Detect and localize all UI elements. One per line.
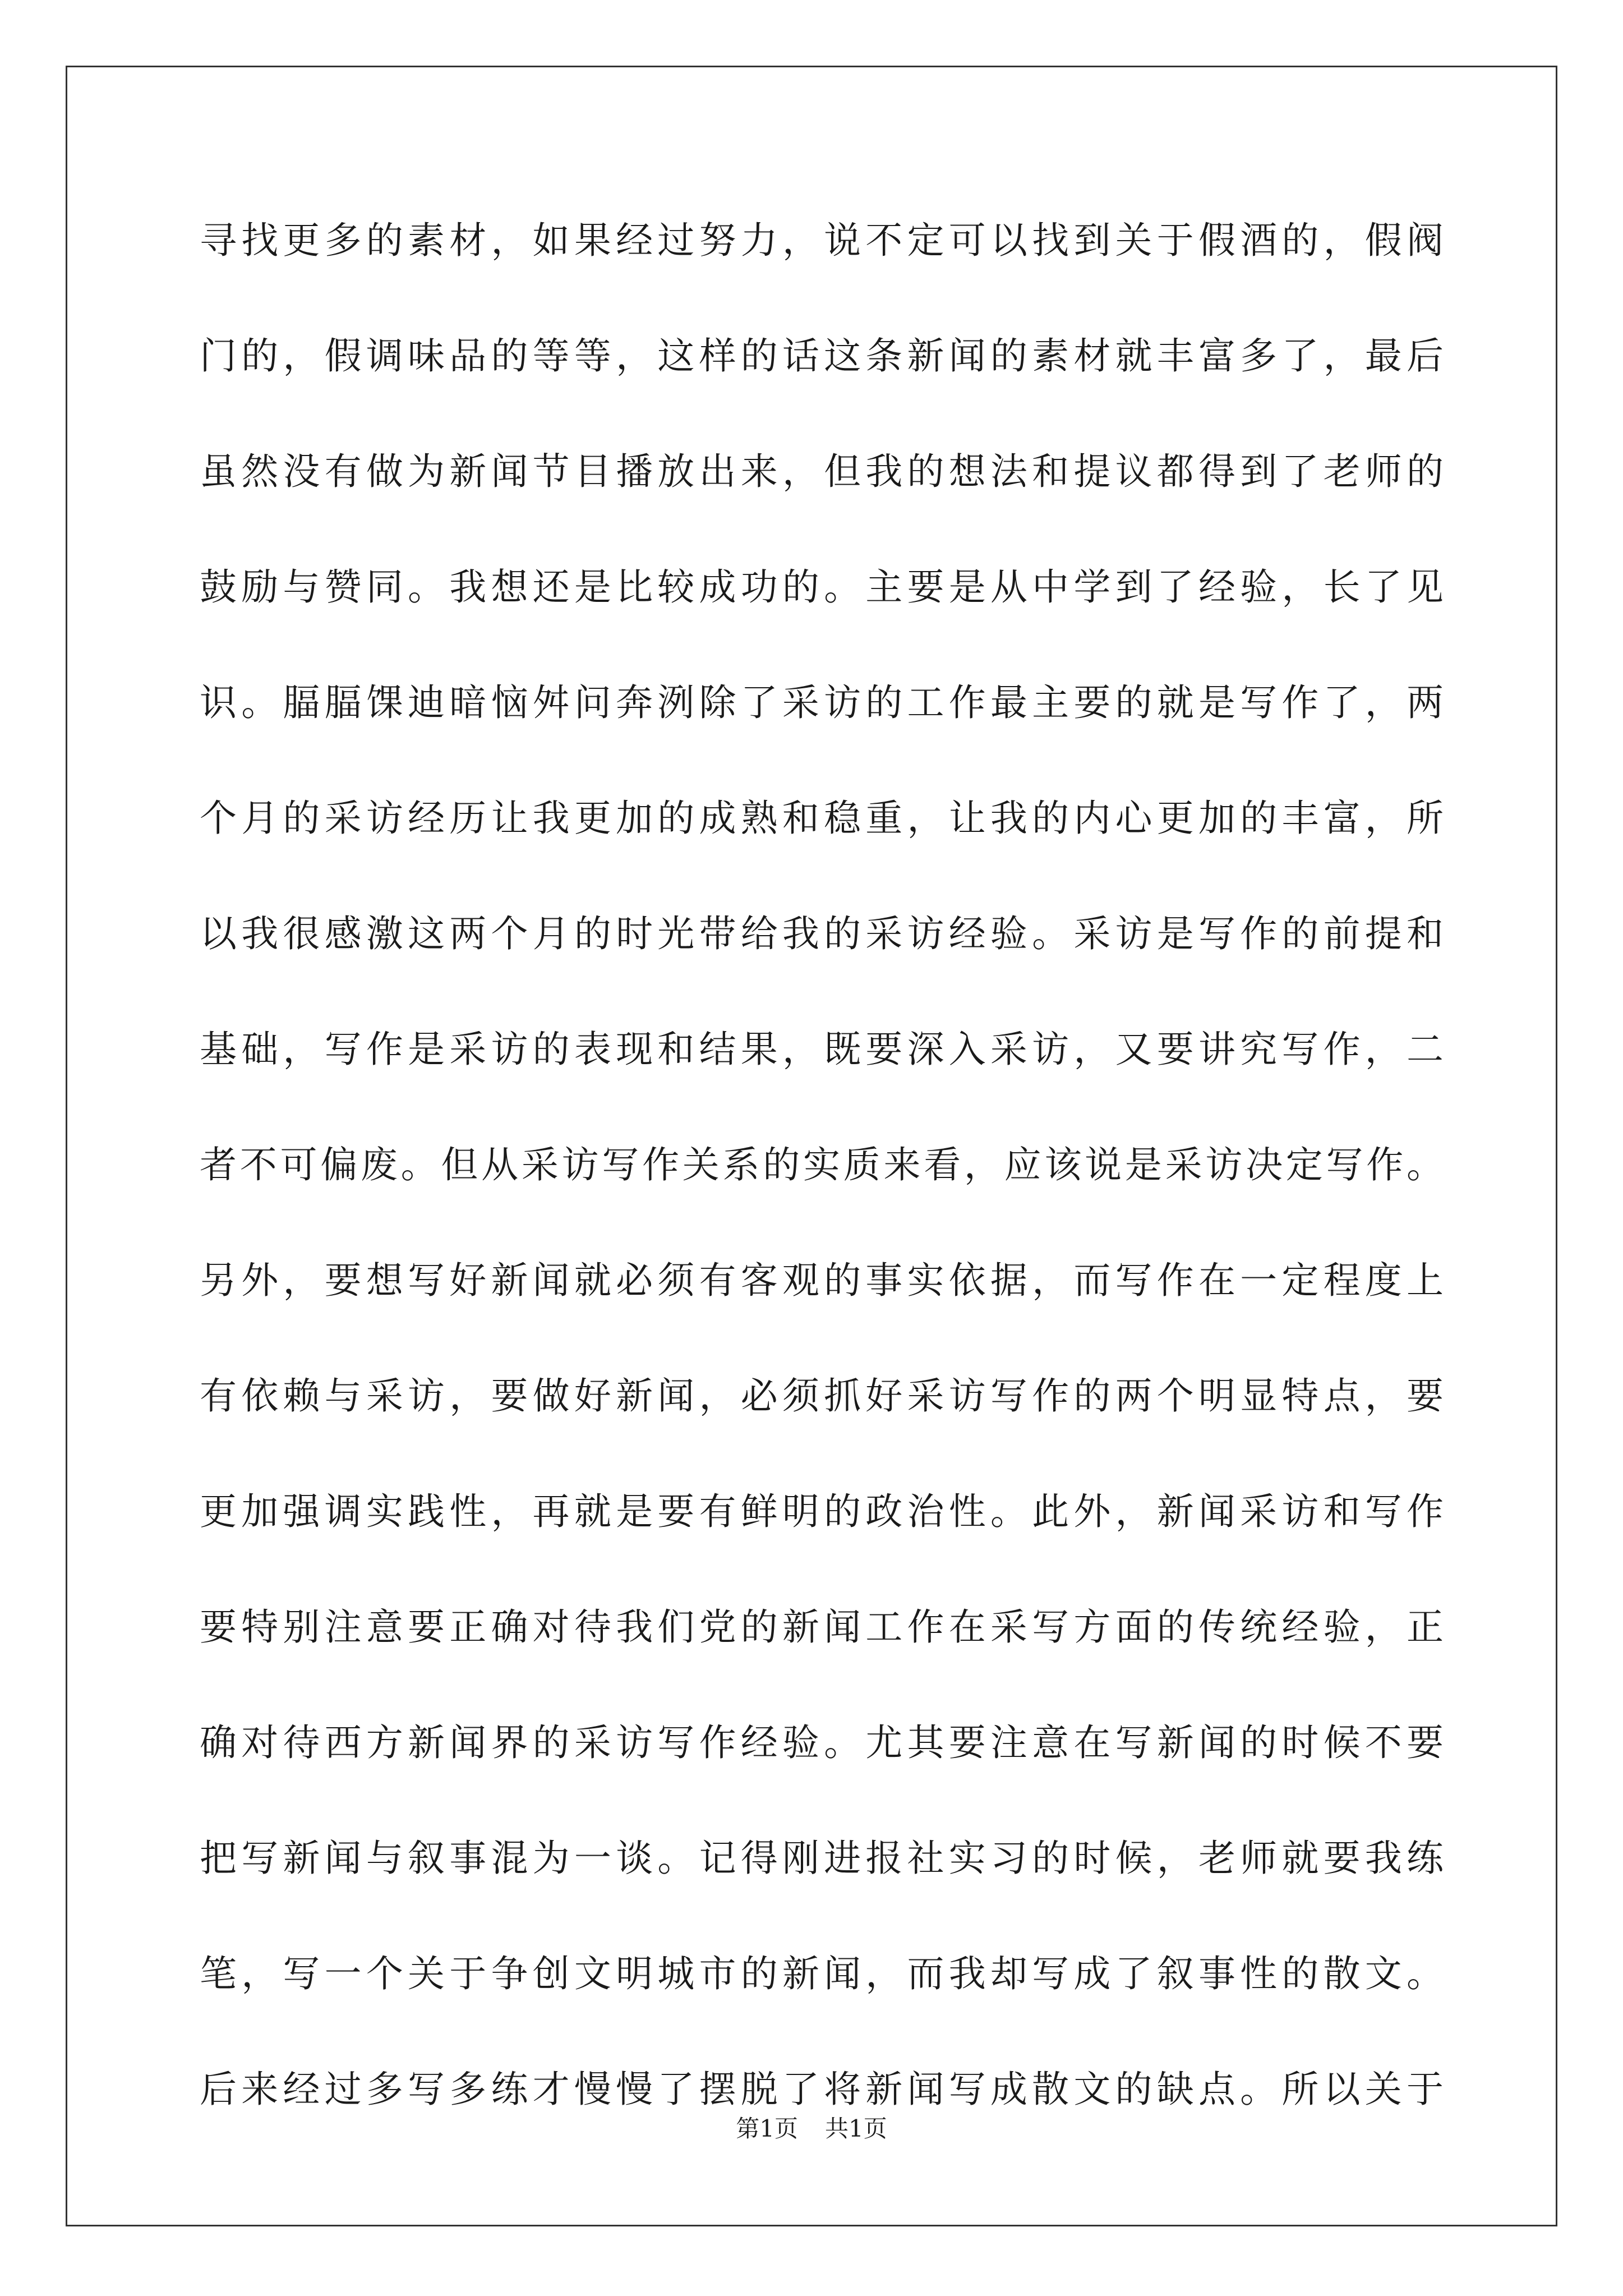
total-pages: 共1页: [825, 2115, 887, 2142]
body-line-4: 鼓励与赞同。我想还是比较成功的。主要是从中学到了经验，长了见: [200, 565, 1445, 609]
body-line-3: 虽然没有做为新闻节目播放出来，但我的想法和提议都得到了老师的: [200, 450, 1445, 493]
body-line-16: 笔，写一个关于争创文明城市的新闻，而我却写成了叙事性的散文。: [200, 1952, 1445, 1995]
body-line-15: 把写新闻与叙事混为一谈。记得刚进报社实习的时候，老师就要我练: [200, 1837, 1445, 1880]
body-line-1: 寻找更多的素材，如果经过努力，说不定可以找到关于假酒的，假阀: [200, 219, 1445, 262]
body-line-10: 另外，要想写好新闻就必须有客观的事实依据，而写作在一定程度上: [200, 1259, 1445, 1302]
body-line-7: 以我很感激这两个月的时光带给我的采访经验。采访是写作的前提和: [200, 912, 1445, 955]
body-line-8: 基础，写作是采访的表现和结果，既要深入采访，又要讲究写作，二: [200, 1028, 1445, 1071]
body-line-2: 门的，假调味品的等等，这样的话这条新闻的素材就丰富多了，最后: [200, 334, 1445, 378]
body-line-12: 更加强调实践性，再就是要有鲜明的政治性。此外，新闻采访和写作: [200, 1490, 1445, 1533]
body-line-13: 要特别注意要正确对待我们党的新闻工作在采写方面的传统经验，正: [200, 1605, 1445, 1649]
page-footer: [0, 2113, 1623, 2145]
body-line-11: 有依赖与采访，要做好新闻，必须抓好采访写作的两个明显特点，要: [200, 1374, 1445, 1418]
document-body: [200, 208, 1445, 2172]
page-number: 第1页: [736, 2115, 798, 2142]
body-line-5: 识。腷腷馃迪暗恼舛问奔洌除了采访的工作最主要的就是写作了，两: [200, 681, 1445, 724]
body-line-14: 确对待西方新闻界的采访写作经验。尤其要注意在写新闻的时候不要: [200, 1721, 1445, 1764]
body-line-17: 后来经过多写多练才慢慢了摆脱了将新闻写成散文的缺点。所以关于: [200, 2068, 1445, 2111]
body-line-9: 者不可偏废。但从采访写作关系的实质来看，应该说是采访决定写作。: [200, 1143, 1445, 1186]
body-line-6: 个月的采访经历让我更加的成熟和稳重，让我的内心更加的丰富，所: [200, 797, 1445, 840]
